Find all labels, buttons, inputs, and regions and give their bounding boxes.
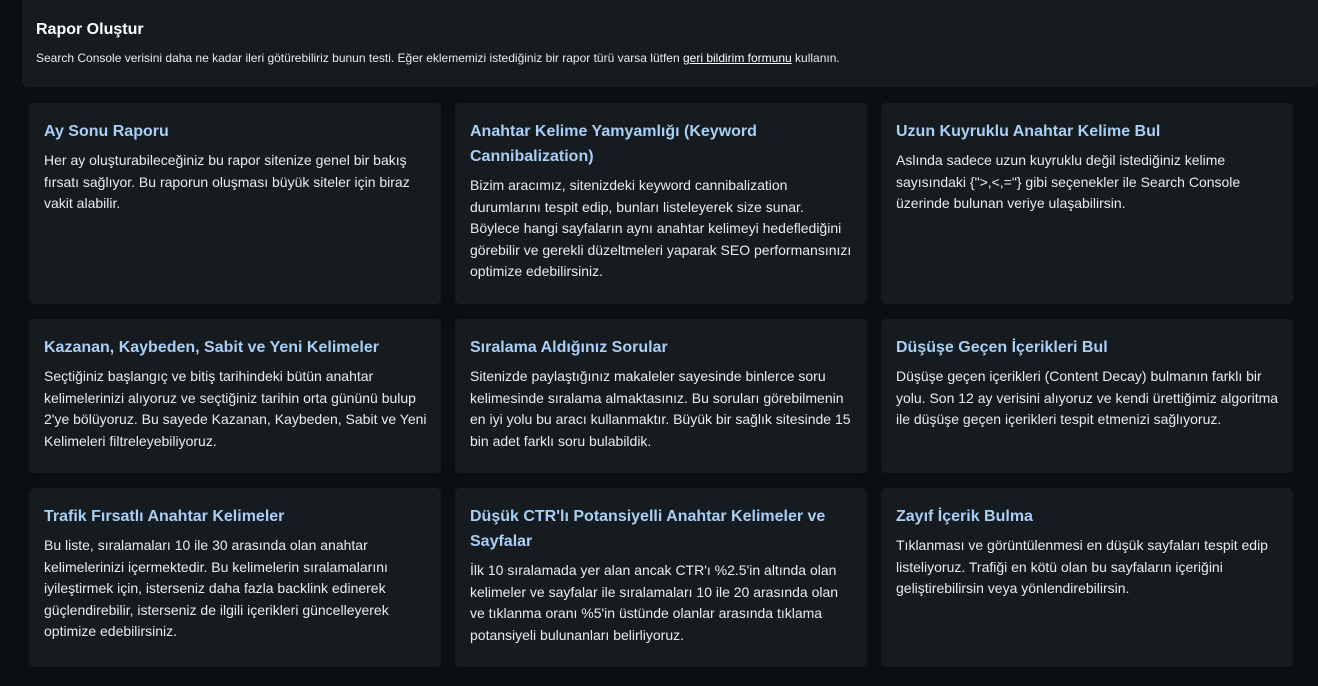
card-title[interactable]: Anahtar Kelime Yamyamlığı (Keyword Cannibalization)	[470, 123, 757, 165]
card-title[interactable]: Düşüşe Geçen İçerikleri Bul	[896, 339, 1108, 356]
card-description: Bizim aracımız, sitenizdeki keyword cannibalization durumlarını tespit edip, bunları listeleyerek size sunar. Böylece hangi sayfaların aynı anahtar kelimeyi hedeflediğini görebilir ve gerekli düzeltmeleri yaparak SEO performansınızı optimize edebilirsiniz.	[470, 177, 852, 279]
report-card-traffic-opportunity[interactable]	[29, 488, 441, 667]
feedback-form-link[interactable]: geri bildirim formunu	[682, 51, 792, 65]
report-card-winning-losing-keywords[interactable]	[29, 319, 441, 473]
page-title: Rapor Oluştur	[36, 21, 144, 38]
description-text-before: Search Console verisini daha ne kadar ileri götürebiliriz bunun testi. Eğer eklememizi istediğiniz bir rapor türü varsa lütfen	[36, 51, 683, 65]
page-description	[36, 50, 1318, 66]
card-title[interactable]: Sıralama Aldığınız Sorular	[470, 339, 668, 356]
card-description: Seçtiğiniz başlangıç ve bitiş tarihindeki bütün anahtar kelimelerinizi alıyoruz ve seçtiğiniz tarihin orta gününü bulup 2'ye bölüyoruz. Bu sayede Kazanan, Kaybeden, Sabit ve Yeni Kelimeleri filtreleyebiliyoruz.	[44, 368, 427, 449]
report-card-ranking-questions[interactable]	[455, 319, 867, 473]
report-card-long-tail-keywords[interactable]	[881, 103, 1293, 304]
report-card-grid	[29, 103, 1293, 667]
report-card-thin-content[interactable]	[881, 488, 1293, 667]
report-card-keyword-cannibalization[interactable]	[455, 103, 867, 304]
card-description: İlk 10 sıralamada yer alan ancak CTR'ı %2.5'in altında olan kelimeler ve sayfalar ile sıralamaları 10 ile 20 arasında olan ve tıklanma oranı %5'in üstünde olanlar arasında tıklama potansiyeli bulunanları belirliyoruz.	[470, 562, 839, 643]
card-description: Her ay oluşturabileceğiniz bu rapor sitenize genel bir bakış fırsatı sağlıyor. Bu raporun oluşması büyük siteler için biraz vakit alabilir.	[44, 152, 410, 211]
report-card-content-decay[interactable]	[881, 319, 1293, 473]
report-card-low-ctr-potential[interactable]	[455, 488, 867, 667]
card-description: Aslında sadece uzun kuyruklu değil istediğiniz kelime sayısındaki {">,<,="} gibi seçenekler ile Search Console üzerinde bulunan veriye ulaşabilirsin.	[896, 152, 1241, 211]
card-title[interactable]: Zayıf İçerik Bulma	[896, 508, 1033, 525]
card-title[interactable]: Kazanan, Kaybeden, Sabit ve Yeni Kelimeler	[44, 339, 379, 356]
card-title[interactable]: Trafik Fırsatlı Anahtar Kelimeler	[44, 508, 285, 525]
card-description: Sitenizde paylaştığınız makaleler sayesinde binlerce soru kelimesinde sıralama almaktasınız. Bu soruları görebilmenin en iyi yolu bu aracı kullanmaktır. Büyük bir sağlık sitesinde 15 bin adet farklı soru bulabildik.	[470, 368, 851, 449]
description-text-after: kullanın.	[791, 51, 840, 65]
card-title[interactable]: Düşük CTR'lı Potansiyelli Anahtar Kelimeler ve Sayfalar	[470, 508, 826, 550]
report-header	[22, 0, 1318, 87]
report-card-month-end[interactable]	[29, 103, 441, 304]
card-description: Bu liste, sıralamaları 10 ile 30 arasında olan anahtar kelimelerinizi içermektedir. Bu kelimelerin sıralamalarını iyileştirmek için, isterseniz daha fazla backlink edinerek güçlendirebilir, isterseniz de ilgili içerikleri güncelleyerek optimize edebilirsiniz.	[44, 537, 389, 639]
card-description: Düşüşe geçen içerikleri (Content Decay) bulmanın farklı bir yolu. Son 12 ay verisini alıyoruz ve kendi ürettiğimiz algoritma ile düşüşe geçen içerikleri tespit etmenizi sağlıyoruz.	[896, 368, 1279, 427]
card-title[interactable]: Uzun Kuyruklu Anahtar Kelime Bul	[896, 123, 1161, 140]
card-description: Tıklanması ve görüntülenmesi en düşük sayfaları tespit edip listeliyoruz. Trafiği en kötü olan bu sayfaların içeriğini geliştirebilirsin veya yönlendirebilirsin.	[896, 537, 1268, 596]
card-title[interactable]: Ay Sonu Raporu	[44, 123, 169, 140]
